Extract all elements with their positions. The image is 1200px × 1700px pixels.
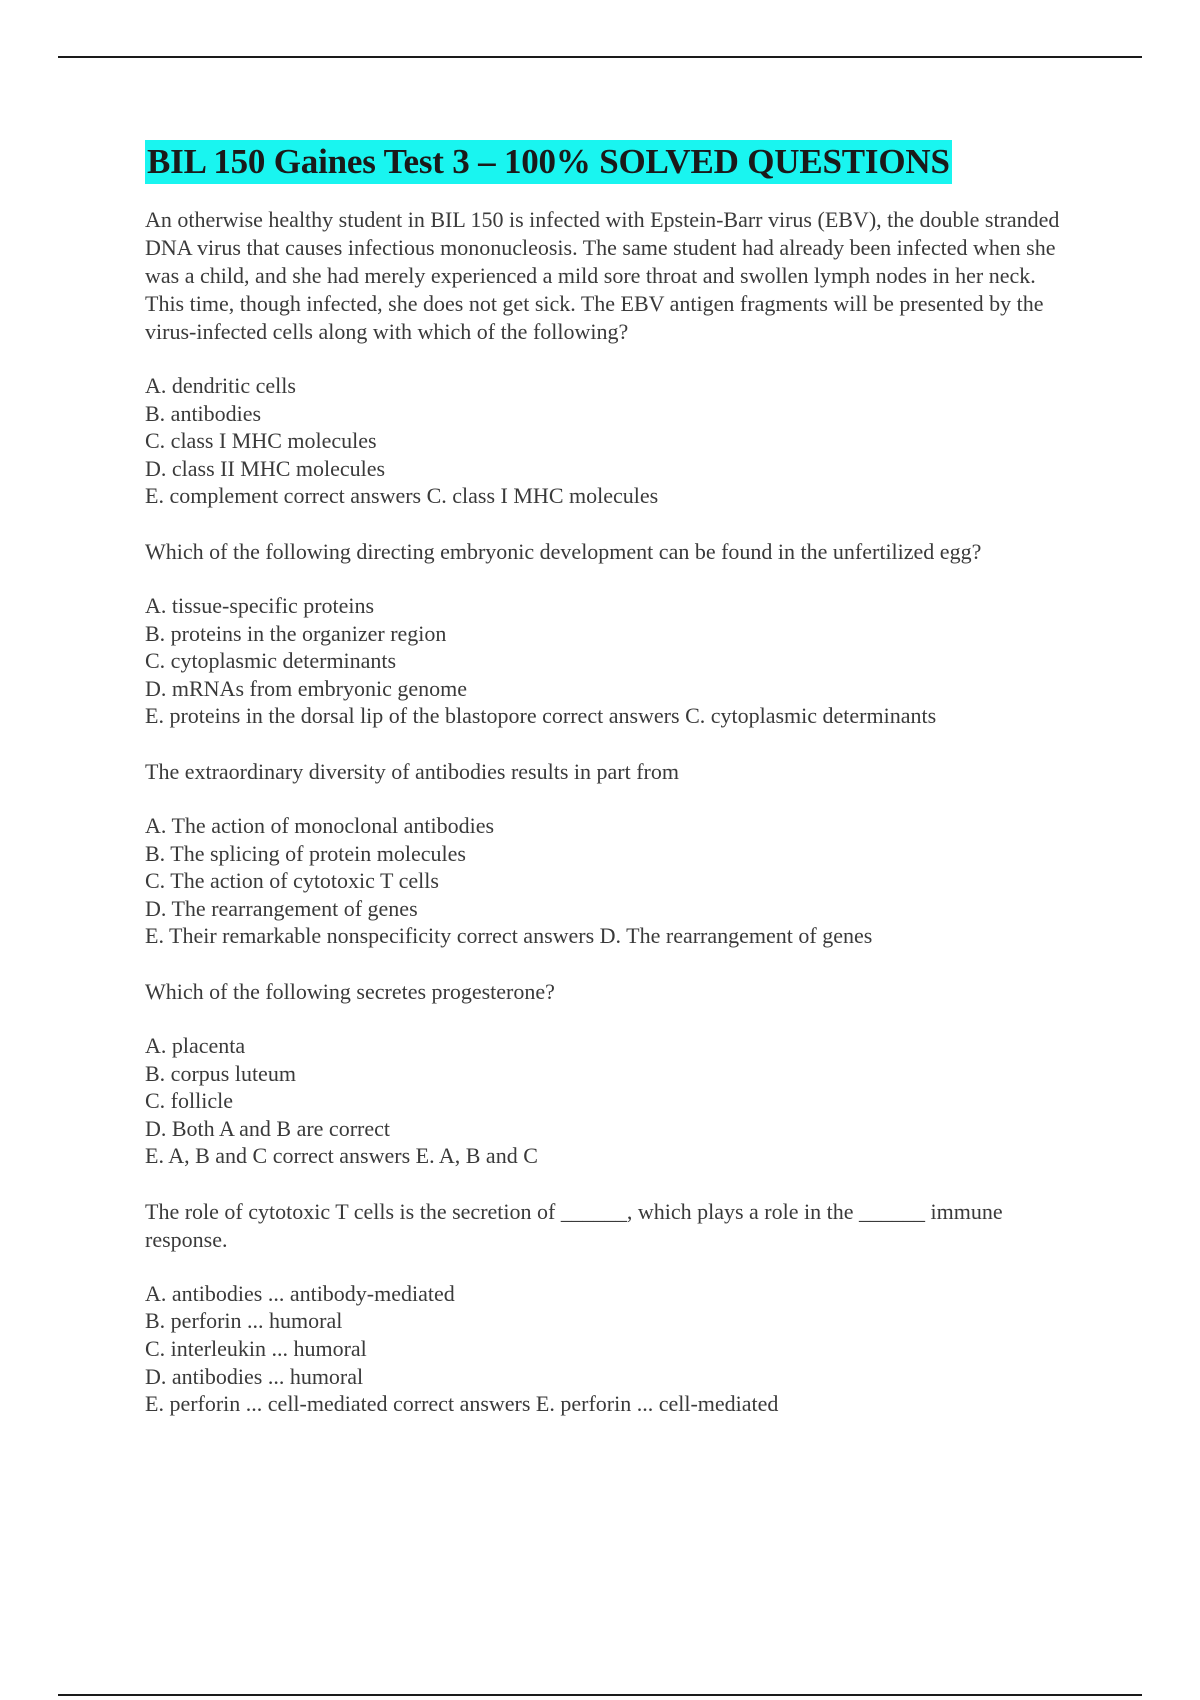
option-list — [145, 1032, 1065, 1170]
option-d: D. The rearrangement of genes — [145, 895, 418, 921]
question-4 — [145, 978, 1065, 1170]
option-a: A. placenta — [145, 1032, 246, 1058]
question-2 — [145, 538, 1065, 730]
option-b: B. corpus luteum — [145, 1060, 296, 1086]
document-body — [145, 140, 1065, 1446]
option-e-with-answer: E. complement correct answers C. class I MHC molecules — [145, 483, 659, 509]
option-b: B. proteins in the organizer region — [145, 620, 447, 646]
option-d: D. mRNAs from embryonic genome — [145, 675, 467, 701]
option-b: B. perforin ... humoral — [145, 1308, 343, 1334]
option-e-with-answer: E. proteins in the dorsal lip of the blastopore correct answers C. cytoplasmic determinants — [145, 703, 937, 729]
option-c: C. interleukin ... humoral — [145, 1336, 367, 1362]
option-c: C. The action of cytotoxic T cells — [145, 868, 439, 894]
question-text: Which of the following directing embryonic development can be found in the unfertilized egg? — [145, 538, 982, 564]
option-b: B. antibodies — [145, 400, 262, 426]
option-a: A. antibodies ... antibody-mediated — [145, 1280, 455, 1306]
option-c: C. follicle — [145, 1088, 233, 1114]
option-list — [145, 812, 1065, 950]
document-title: BIL 150 Gaines Test 3 – 100% SOLVED QUESTIONS — [145, 140, 952, 184]
question-3 — [145, 758, 1065, 950]
option-d: D. Both A and B are correct — [145, 1115, 390, 1141]
option-list — [145, 592, 1065, 730]
option-c: C. class I MHC molecules — [145, 428, 377, 454]
option-d: D. class II MHC molecules — [145, 455, 386, 481]
option-a: A. dendritic cells — [145, 373, 296, 398]
question-text: The role of cytotoxic T cells is the secretion of ______, which plays a role in the ______ immune response. — [145, 1198, 1003, 1252]
question-text: The extraordinary diversity of antibodies results in part from — [145, 758, 679, 784]
option-e-with-answer: E. perforin ... cell-mediated correct answers E. perforin ... cell-mediated — [145, 1391, 779, 1417]
option-c: C. cytoplasmic determinants — [145, 648, 397, 674]
question-text: An otherwise healthy student in BIL 150 is infected with Epstein-Barr virus (EBV), the double stranded DNA virus that causes infectious mononucleosis. The same student had already been infected when she was a child, and she had merely experienced a mild sore throat and swollen lymph nodes in her neck. This time, though infected, she does not get sick. The EBV antigen fragments will be presented by the virus-infected cells along with which of the following? — [145, 207, 1060, 344]
question-5 — [145, 1198, 1065, 1418]
option-b: B. The splicing of protein molecules — [145, 840, 466, 866]
question-1 — [145, 206, 1065, 510]
option-list — [145, 1280, 1065, 1418]
question-text: Which of the following secretes progesterone? — [145, 978, 555, 1004]
option-a: A. tissue-specific proteins — [145, 592, 375, 618]
top-rule — [58, 56, 1142, 58]
option-d: D. antibodies ... humoral — [145, 1363, 364, 1389]
option-list — [145, 372, 1065, 510]
option-a: A. The action of monoclonal antibodies — [145, 812, 495, 838]
bottom-rule — [58, 1694, 1142, 1696]
option-e-with-answer: E. Their remarkable nonspecificity correct answers D. The rearrangement of genes — [145, 923, 873, 949]
option-e-with-answer: E. A, B and C correct answers E. A, B and C — [145, 1143, 538, 1169]
